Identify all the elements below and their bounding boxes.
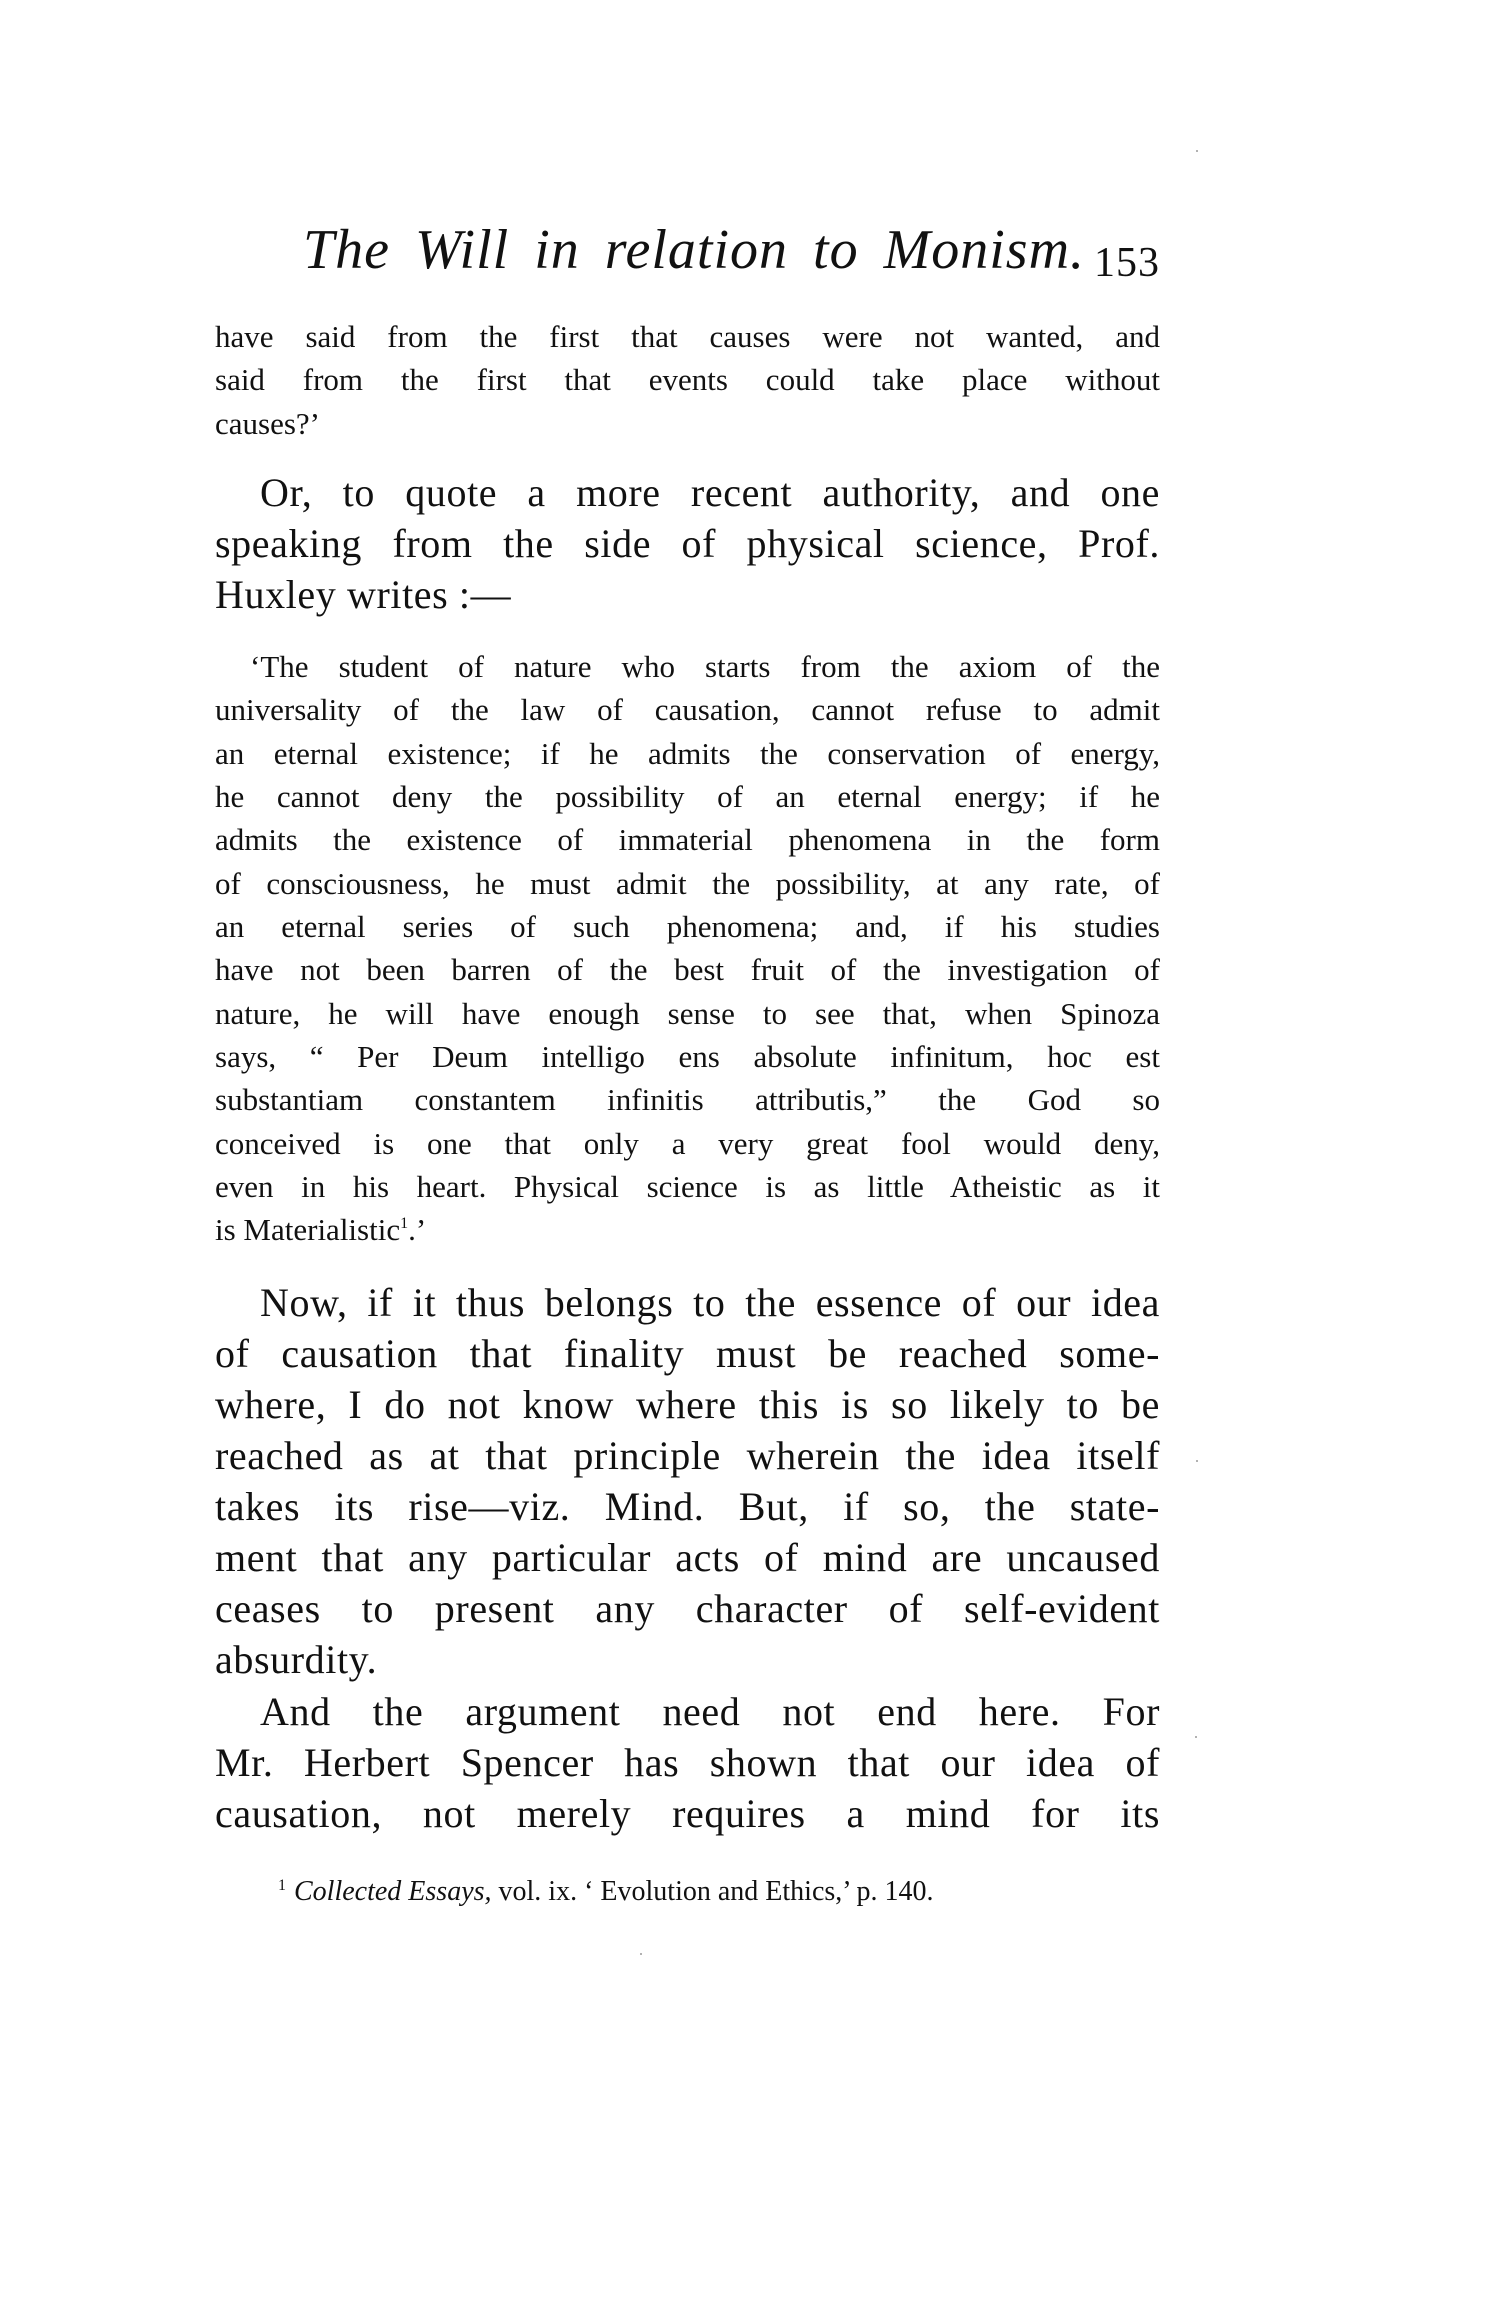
text-line: of consciousness, he must admit the possibility, at any rate, of xyxy=(215,866,1160,901)
scan-speck xyxy=(1195,1736,1197,1738)
scan-speck xyxy=(1196,150,1198,152)
text-line: And the argument need not end here. For xyxy=(260,1689,1160,1734)
text-line: Or, to quote a more recent authority, and one xyxy=(260,470,1160,515)
page-number: 153 xyxy=(1094,240,1160,286)
text-line: even in his heart. Physical science is as little Atheistic as it xyxy=(215,1169,1160,1204)
quote-last-text: is Materialistic xyxy=(215,1212,401,1247)
text-line: where, I do not know where this is so likely to be xyxy=(215,1382,1160,1427)
footnote-source-title: Collected Essays, xyxy=(294,1876,492,1907)
scan-speck xyxy=(1196,1460,1198,1462)
footnote-reference[interactable]: 1 xyxy=(400,1215,409,1232)
quote-close: .’ xyxy=(408,1212,427,1247)
text-line: absurdity. xyxy=(215,1637,378,1682)
text-line: an eternal existence; if he admits the conservation of energy, xyxy=(215,736,1160,771)
text-line: ‘The student of nature who starts from the axiom of the xyxy=(250,649,1160,684)
text-line: Mr. Herbert Spencer has shown that our idea of xyxy=(215,1740,1160,1785)
text-line: an eternal series of such phenomena; and, if his studies xyxy=(215,909,1160,944)
text-line: ment that any particular acts of mind are uncaused xyxy=(215,1535,1160,1580)
text-line: he cannot deny the possibility of an eternal energy; if he xyxy=(215,779,1160,814)
text-line: of causation that finality must be reached some- xyxy=(215,1331,1160,1376)
text-line: Huxley writes :— xyxy=(215,572,512,617)
running-title: The Will in relation to Monism. xyxy=(303,219,1086,281)
footnote xyxy=(278,1876,934,1908)
text-line: universality of the law of causation, cannot refuse to admit xyxy=(215,692,1160,727)
text-line: takes its rise—viz. Mind. But, if so, the state- xyxy=(215,1484,1160,1529)
footnote-mark: 1 xyxy=(278,1877,286,1894)
text-line xyxy=(215,1214,1160,1250)
page-header xyxy=(303,218,1160,286)
text-line: causation, not merely requires a mind for its xyxy=(215,1791,1160,1836)
text-line: nature, he will have enough sense to see that, when Spinoza xyxy=(215,996,1160,1031)
text-line: conceived is one that only a very great fool would deny, xyxy=(215,1126,1160,1161)
text-line: says, “ Per Deum intelligo ens absolute infinitum, hoc est xyxy=(215,1039,1160,1074)
text-line: ceases to present any character of self-evident xyxy=(215,1586,1160,1631)
text-line: reached as at that principle wherein the idea itself xyxy=(215,1433,1160,1478)
scan-speck xyxy=(640,1953,642,1955)
footnote-source-detail: vol. ix. ‘ Evolution and Ethics,’ p. 140. xyxy=(491,1876,934,1907)
text-line: causes?’ xyxy=(215,406,320,441)
text-line: Now, if it thus belongs to the essence of our idea xyxy=(260,1280,1160,1325)
text-line: admits the existence of immaterial phenomena in the form xyxy=(215,822,1160,857)
text-line: have not been barren of the best fruit of the investigation of xyxy=(215,952,1160,987)
text-line: substantiam constantem infinitis attributis,” the God so xyxy=(215,1082,1160,1117)
text-line: have said from the first that causes were not wanted, and xyxy=(215,319,1160,354)
text-line: said from the first that events could take place without xyxy=(215,362,1160,397)
text-line: speaking from the side of physical science, Prof. xyxy=(215,521,1160,566)
